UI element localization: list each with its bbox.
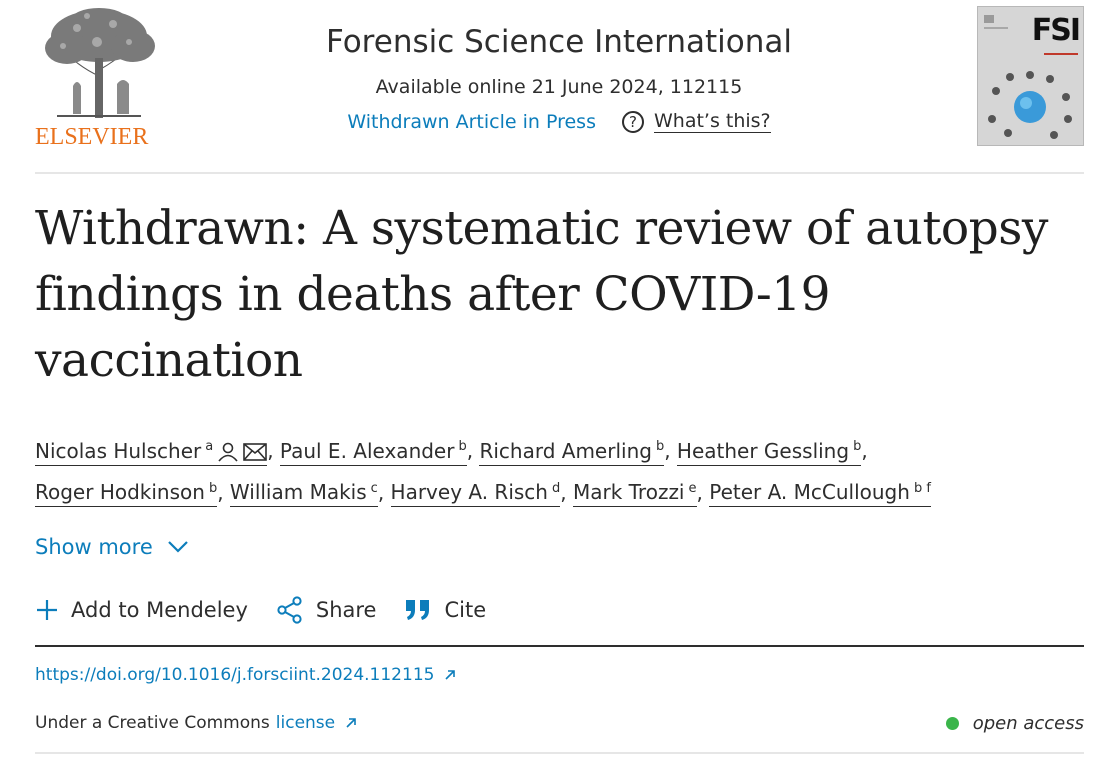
author-list: Nicolas Hulscher $^a$ , Paul E. Alexander $^b$, Richard Amerling $^b$, Heather Gessling $^b$, Roger Hodkinson $^b$, William Makis $^c$, Harvey A. Risch $^d$, Mark Trozzi $^e$, Peter A. McCullough $^{b f}$ [35,428,1084,511]
author-link[interactable] [677,439,861,466]
doi-text: https://doi.org/10.1016/j.forsciint.2024.112115 [35,665,435,685]
article-status-row [235,110,883,133]
question-mark-icon: ? [622,111,644,133]
footer-divider [35,752,1084,754]
whats-this-button[interactable] [622,110,771,133]
author-link[interactable] [280,439,467,466]
external-link-icon [345,717,357,729]
author-name: William Makis [229,480,367,505]
add-to-mendeley-label: Add to Mendeley [71,598,248,622]
author-link[interactable] [35,439,267,466]
author-name: Richard Amerling [479,438,652,463]
license-prefix: Under a Creative Commons [35,713,270,733]
license-link-label: license [275,713,336,733]
author-affiliation: b [853,439,862,454]
license-line [35,713,357,733]
open-access-dot-icon [946,717,959,730]
withdrawn-status-link[interactable]: Withdrawn Article in Press [347,110,596,133]
email-icon [243,443,267,461]
article-title: Withdrawn: A systematic review of autopsy findings in deaths after COVID-19 vaccination [35,201,1048,388]
author-affiliation: a [205,439,214,454]
add-to-mendeley-button[interactable] [35,598,248,622]
author-link[interactable] [573,480,697,507]
author-link[interactable] [479,439,664,466]
author-name: Harvey A. Risch [390,480,548,505]
share-label: Share [315,598,377,622]
license-link[interactable] [276,713,357,733]
actions-divider [35,645,1084,647]
journal-cover-image[interactable] [977,6,1084,146]
doi-link[interactable] [35,665,456,685]
show-more-label: Show more [35,535,153,559]
cite-label: Cite [444,598,487,622]
author-affiliation: b [655,439,665,454]
quote-icon [404,598,432,622]
cover-label: FSI [1031,13,1079,48]
author-link[interactable] [391,480,561,507]
whats-this-label: What’s this? [653,110,771,132]
elsevier-logo[interactable] [35,6,161,148]
author-name: Nicolas Hulscher [35,438,202,463]
author-affiliation: c [370,480,378,496]
availability-text: Available online 21 June 2024, 112115 [375,76,743,98]
chevron-down-icon [167,540,189,554]
author-name: Peter A. McCullough [709,480,910,505]
author-affiliation: b [458,439,467,454]
elsevier-tree-icon [37,6,161,122]
journal-title[interactable]: Forensic Science International [325,24,792,60]
person-icon [217,442,239,462]
open-access-label: open access [972,713,1084,734]
author-affiliation: e [688,480,697,496]
share-icon [276,596,304,624]
author-affiliation: b [208,480,218,496]
elsevier-wordmark: ELSEVIER [35,124,149,150]
author-affiliation: b f [913,480,931,496]
external-link-icon [444,669,456,681]
author-name: Mark Trozzi [572,480,685,505]
author-affiliation: d [551,480,561,496]
author-name: Paul E. Alexander [279,438,455,463]
show-more-button[interactable] [35,535,189,559]
author-link[interactable] [709,480,931,507]
plus-icon [35,598,59,622]
author-link[interactable] [230,480,378,507]
author-link[interactable] [35,480,217,507]
author-name: Heather Gessling [676,438,850,463]
cite-button[interactable] [404,598,486,622]
author-name: Roger Hodkinson [35,480,205,505]
article-actions [35,596,486,624]
header-divider [35,172,1084,174]
share-button[interactable] [276,596,377,624]
open-access-badge [946,713,1084,734]
